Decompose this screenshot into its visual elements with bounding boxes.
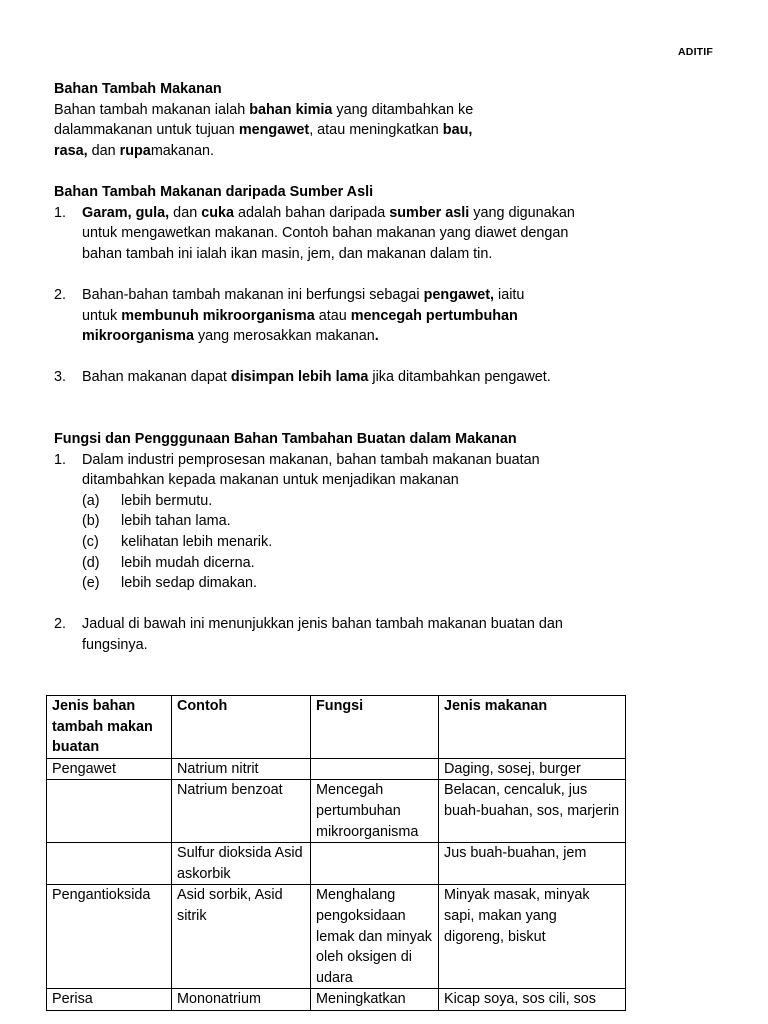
text-run: , atau meningkatkan [309, 122, 443, 139]
table-row [47, 989, 626, 1011]
section-title-bahan-tambah: Bahan Tambah Makanan [54, 81, 222, 97]
section-title-bahan-buatan: Fungsi dan Pengggunaan Bahan Tambahan Buatan dalam Makanan [54, 431, 517, 448]
bold-run: mengawet [238, 122, 310, 139]
table-cell: Kicap soya, sos cili, sos [439, 989, 626, 1011]
table-cell [311, 758, 439, 780]
list-number: 1. [54, 451, 67, 468]
sub-list-item: (e) lebih sedap dimakan. [82, 575, 258, 592]
list-item [54, 285, 694, 347]
text-run: dan [87, 142, 120, 159]
section-paragraph-definition [54, 100, 694, 162]
list-item-text: Dalam industri pemprosesan makanan, bahan tambah makanan buatan ditambahkan kepada makanan untuk menjadikan makanan (a) lebih bermutu. (b) lebih tahan lama. (c) kelihatan lebih menarik. (d) lebih mudah dicerna. (e) lebih sedap dimakan. [82, 450, 694, 594]
list-item [54, 367, 694, 388]
table-row [47, 885, 626, 989]
table-cell: Natrium nitrit [172, 758, 311, 780]
table-cell: Mencegah pertumbuhan mikroorganisma [311, 780, 439, 843]
sumber-asli-list [54, 203, 694, 388]
bold-run: rasa, [54, 142, 88, 159]
table-cell [47, 843, 172, 885]
table-header-cell: Contoh [172, 696, 311, 759]
bold-run: rupa [119, 142, 151, 159]
document-body [54, 79, 694, 656]
table-cell: Minyak masak, minyak sapi, makan yang digoreng, biskut [439, 885, 626, 989]
sub-list-item: (b) lebih tahan lama. [82, 513, 231, 530]
table-row [47, 758, 626, 780]
table-header-cell: Jenis bahan tambah makan buatan [47, 696, 172, 759]
table-cell: Asid sorbik, Asid sitrik [172, 885, 311, 989]
text-run: makanan. [150, 142, 215, 159]
table-cell: Mononatrium [172, 989, 311, 1011]
list-item [54, 450, 694, 594]
bold-run: bau, [442, 122, 473, 139]
list-item-text: Bahan makanan dapat disimpan lebih lama jika ditambahkan pengawet. [82, 369, 551, 386]
text-run: Bahan tambah makanan ialah [54, 101, 250, 118]
list-item-text: Bahan-bahan tambah makanan ini berfungsi sebagai pengawet, iaitu untuk membunuh mikroorganisma atau mencegah pertumbuhan mikroorganisma yang merosakkan makanan. [82, 286, 525, 345]
sub-list-item: (c) kelihatan lebih menarik. [82, 534, 273, 551]
bahan-buatan-list [54, 450, 694, 656]
table-cell: Meningkatkan [311, 989, 439, 1011]
list-item [54, 203, 694, 265]
table-header-cell: Jenis makanan [439, 696, 626, 759]
table-cell: Perisa [47, 989, 172, 1011]
table-cell: Pengawet [47, 758, 172, 780]
table-cell [311, 843, 439, 885]
list-number: 2. [54, 616, 67, 633]
text-run: yang ditambahkan ke [332, 101, 474, 118]
list-number: 2. [54, 286, 67, 303]
table-cell [47, 780, 172, 843]
additive-table [46, 695, 626, 1011]
table-cell: Sulfur dioksida Asid askorbik [172, 843, 311, 885]
list-number: 1. [54, 204, 67, 221]
table-header-row [47, 696, 626, 759]
table-row [47, 780, 626, 843]
list-item-text: Garam, gula, dan cuka adalah bahan daripada sumber asli yang digunakan untuk mengawetkan makanan. Contoh bahan makanan yang diawet dengan bahan tambah ini ialah ikan masin, jem, dan makanan dalam tin. [82, 204, 575, 262]
sub-list-item: (a) lebih bermutu. [82, 492, 213, 509]
table-header-cell: Fungsi [311, 696, 439, 759]
list-item [54, 614, 694, 655]
sub-list-item: (d) lebih mudah dicerna. [82, 554, 255, 571]
table-cell: Pengantioksida [47, 885, 172, 989]
sub-list [82, 491, 694, 594]
section-title-sumber-asli: Bahan Tambah Makanan daripada Sumber Asli [54, 183, 374, 200]
list-item-text: Jadual di bawah ini menunjukkan jenis bahan tambah makanan buatan dan fungsinya. [82, 616, 563, 654]
table-cell: Jus buah-buahan, jem [439, 843, 626, 885]
text-run: dalammakanan untuk tujuan [54, 122, 239, 139]
table-cell: Belacan, cencaluk, jus buah-buahan, sos, marjerin [439, 780, 626, 843]
table-cell: Menghalang pengoksidaan lemak dan minyak oleh oksigen di udara [311, 885, 439, 989]
table-row [47, 843, 626, 885]
bold-run: bahan kimia [249, 101, 333, 118]
list-number: 3. [54, 369, 67, 386]
document-tag: ADITIF [678, 46, 714, 58]
table-cell: Natrium benzoat [172, 780, 311, 843]
table-cell: Daging, sosej, burger [439, 758, 626, 780]
